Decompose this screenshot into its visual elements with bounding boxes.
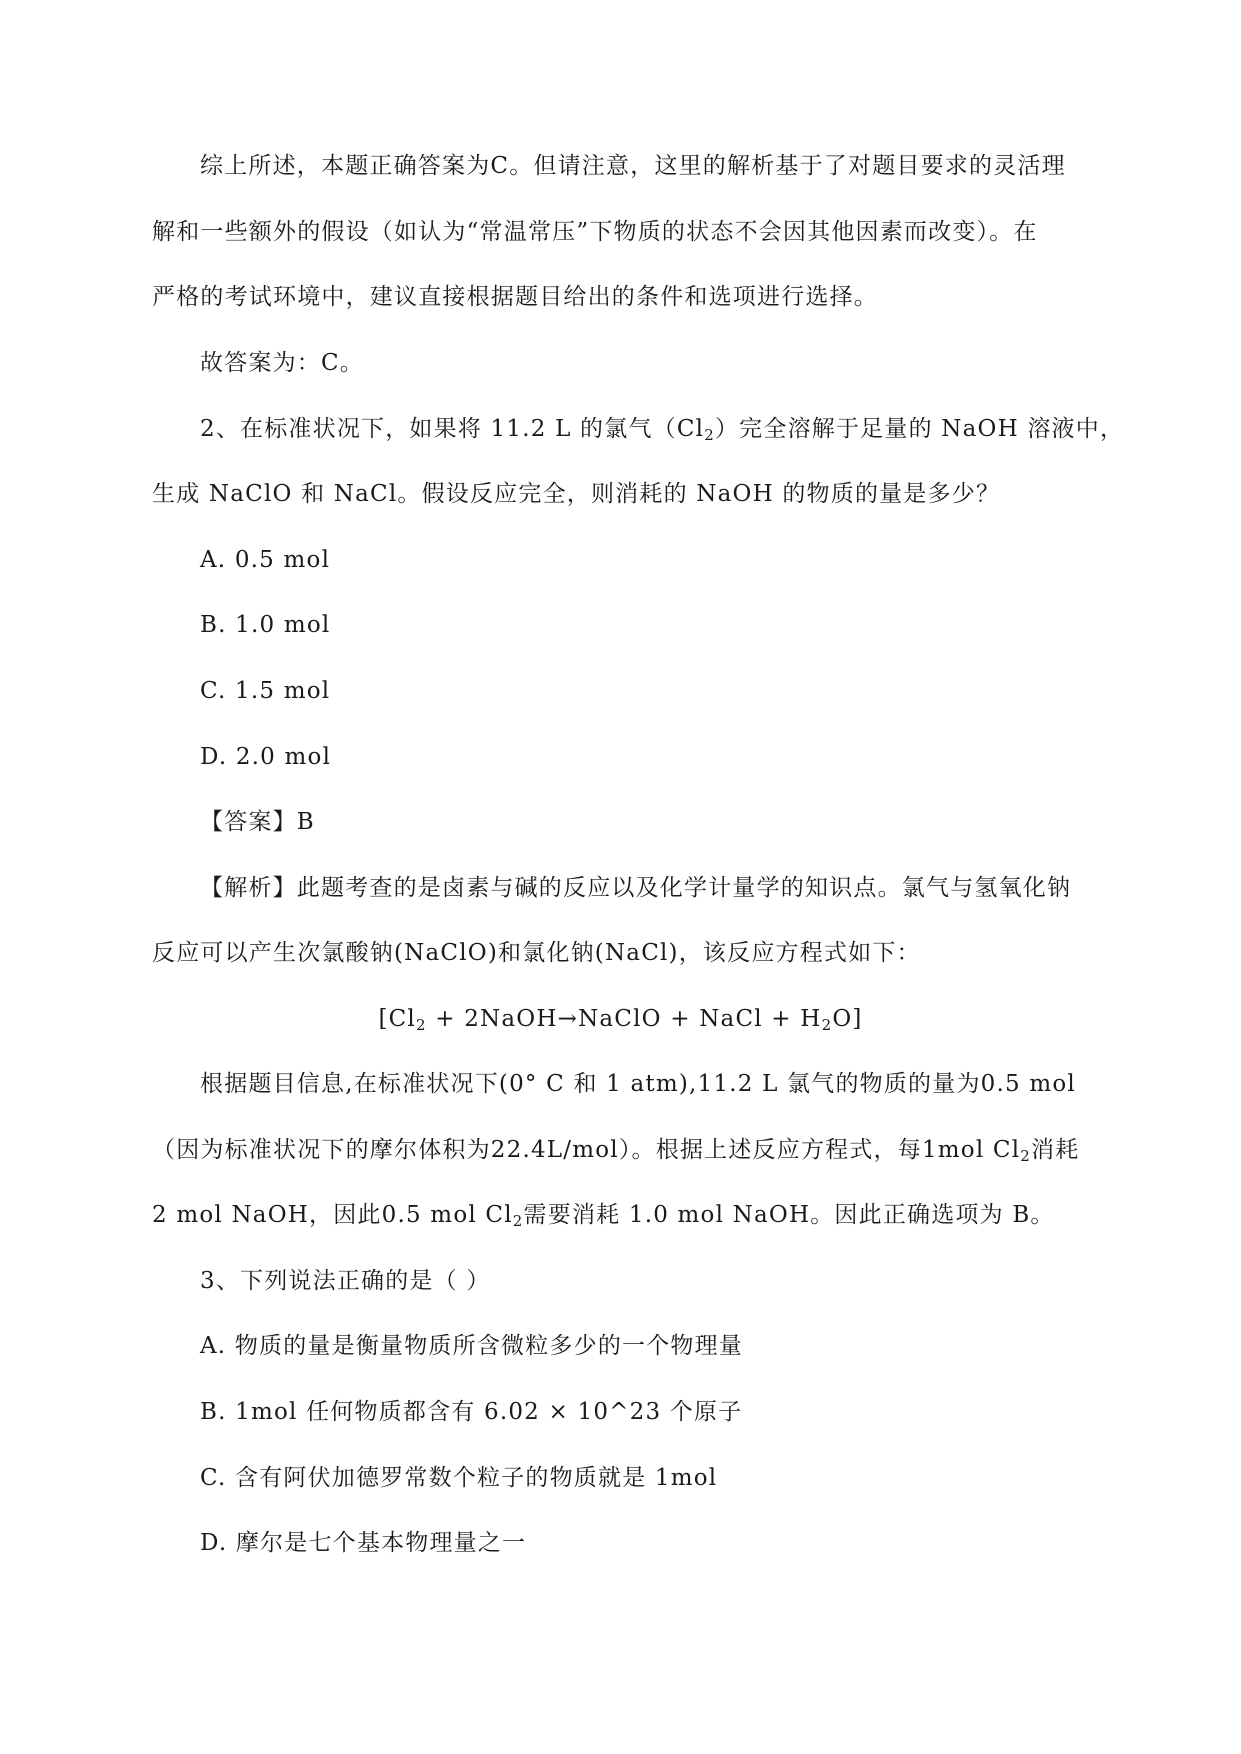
paragraph-line: 严格的考试环境中，建议直接根据题目给出的条件和选项进行选择。 <box>152 284 878 310</box>
answer-label: 【答案】B <box>200 809 315 835</box>
analysis-line: 根据题目信息,在标准状况下(0° C 和 1 atm),11.2 L 氯气的物质的量为0.5 mol <box>200 1071 1076 1097</box>
answer-line: 故答案为：C。 <box>200 350 364 376</box>
paragraph-line: 解和一些额外的假设（如认为“常温常压”下物质的状态不会因其他因素而改变）。在 <box>152 219 1038 245</box>
analysis-line: （因为标准状况下的摩尔体积为22.4L/mol）。根据上述反应方程式，每1mol $Cl_2$消耗 <box>152 1137 1080 1165</box>
option-c: C. 1.5 mol <box>200 678 331 704</box>
option-b: B. 1mol 任何物质都含有 6.02 × 10^23 个原子 <box>200 1399 743 1425</box>
analysis-line: 【解析】此题考查的是卤素与碱的反应以及化学计量学的知识点。氯气与氢氧化钠 <box>200 875 1072 901</box>
question-2-stem: 2、在标准状况下，如果将 11.2 L 的氯气$(Cl_2)$完全溶解于足量的 NaOH 溶液中， <box>200 416 1125 444</box>
question-2-stem: 生成 NaClO 和 NaCl。假设反应完全，则消耗的 NaOH 的物质的量是多少？ <box>152 481 1001 507</box>
paragraph-line: 综上所述，本题正确答案为C。但请注意，这里的解析基于了对题目要求的灵活理 <box>200 153 1066 179</box>
analysis-line: 2 mol NaOH，因此0.5 mol $Cl_2$需要消耗 1.0 mol NaOH。因此正确选项为 B。 <box>152 1202 1055 1230</box>
question-3-stem: 3、下列说法正确的是（ ） <box>200 1268 491 1294</box>
analysis-line: 反应可以产生次氯酸钠(NaClO)和氯化钠(NaCl)，该反应方程式如下： <box>152 940 921 966</box>
option-c: C. 含有阿伏加德罗常数个粒子的物质就是 1mol <box>200 1465 718 1491</box>
chemical-equation: [$Cl_2$ + 2NaOH→NaClO + NaCl + $H_2O$] <box>378 1006 863 1034</box>
option-a: A. 物质的量是衡量物质所含微粒多少的一个物理量 <box>200 1333 744 1359</box>
option-b: B. 1.0 mol <box>200 612 331 638</box>
option-d: D. 2.0 mol <box>200 744 332 770</box>
option-d: D. 摩尔是七个基本物理量之一 <box>200 1530 527 1556</box>
option-a: A. 0.5 mol <box>200 547 331 573</box>
